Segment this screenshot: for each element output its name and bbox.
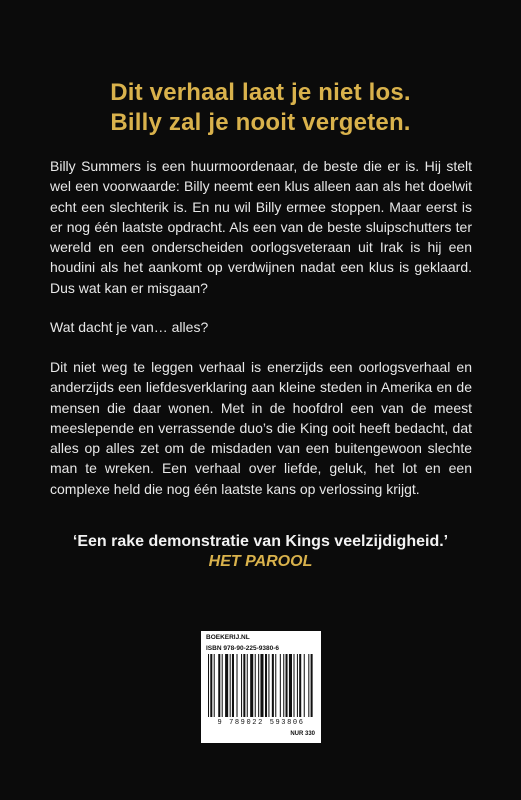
- barcode-bar: [236, 654, 237, 717]
- review-quote: [0, 532, 521, 572]
- barcode-bar: [250, 654, 253, 717]
- barcode-bar: [208, 654, 209, 717]
- barcode-bar: [286, 654, 288, 717]
- barcode-bar: [272, 654, 274, 717]
- barcode-bar: [230, 654, 231, 717]
- barcode-bar: [222, 654, 223, 717]
- isbn-label: ISBN 978-90-225-9380-6: [206, 645, 279, 652]
- barcode-bar: [311, 654, 313, 717]
- barcode-digits: 9 789022 593806: [217, 719, 305, 727]
- barcode-bar: [241, 654, 242, 717]
- quote-source: HET PAROOL: [208, 553, 313, 570]
- barcode-bar: [280, 654, 281, 717]
- quote-text: ‘Een rake demonstratie van Kings veelzijdigheid.’: [72, 533, 449, 550]
- barcode-bar: [283, 654, 284, 717]
- barcode-bar: [308, 654, 309, 717]
- barcode-panel: [201, 631, 321, 743]
- barcode-bar: [218, 654, 220, 717]
- nur-code: NUR 330: [290, 731, 315, 737]
- barcode-bar: [289, 654, 292, 717]
- publisher-url: BOEKERIJ.NL: [206, 634, 250, 641]
- barcode-bar: [214, 654, 215, 717]
- barcode-bar: [297, 654, 298, 717]
- headline: [0, 78, 521, 138]
- barcode-bar: [255, 654, 256, 717]
- headline-line-2: Billy zal je nooit vergeten.: [110, 109, 411, 136]
- barcode-bar: [293, 654, 294, 717]
- barcode-bar: [304, 654, 305, 717]
- barcode-bar: [260, 654, 263, 717]
- barcode-bar: [247, 654, 248, 717]
- blurb-paragraph-1: Billy Summers is een huurmoordenaar, de beste die er is. Hij stelt wel een voorwaarde: Billy neemt een klus alleen aan als het doelwit echt een slechterik is. En nu wil Billy ermee stoppen. Maar eerst is er nog één laatste opdracht. Als een van de beste sluipschutters ter wereld en een onderscheiden oorlogsveteraan uit Irak is hij een houdini als het aankomt op verdwijnen nadat een klus is geklaard. Dus wat kan er misgaan?: [50, 158, 472, 296]
- barcode-bar: [265, 654, 267, 717]
- barcode-bar: [275, 654, 276, 717]
- blurb-paragraph-3: Dit niet weg te leggen verhaal is enerzijds een oorlogsverhaal en anderzijds een liefdesverklaring aan kleine steden in Amerika en de mensen die daar wonen. Met in de hoofdrol een van de meest meeslepende en verrassende duo’s die King ooit heeft bedacht, dat alles op alles zet om de misdaden van een buitengewoon slechte man te wreken. Een verhaal over liefde, geluk, het lot en een complexe held die nog één laatste kans op verlossing krijgt.: [50, 359, 472, 497]
- barcode-bar: [232, 654, 234, 717]
- barcode-icon: [208, 654, 314, 717]
- barcode-bar: [258, 654, 259, 717]
- barcode-bar: [268, 654, 269, 717]
- barcode-bar: [210, 654, 212, 717]
- headline-line-1: Dit verhaal laat je niet los.: [110, 79, 411, 106]
- barcode-bar: [225, 654, 228, 717]
- blurb-paragraph-2: Wat dacht je van… alles?: [50, 319, 209, 335]
- barcode-bar: [299, 654, 301, 717]
- barcode-bar: [243, 654, 245, 717]
